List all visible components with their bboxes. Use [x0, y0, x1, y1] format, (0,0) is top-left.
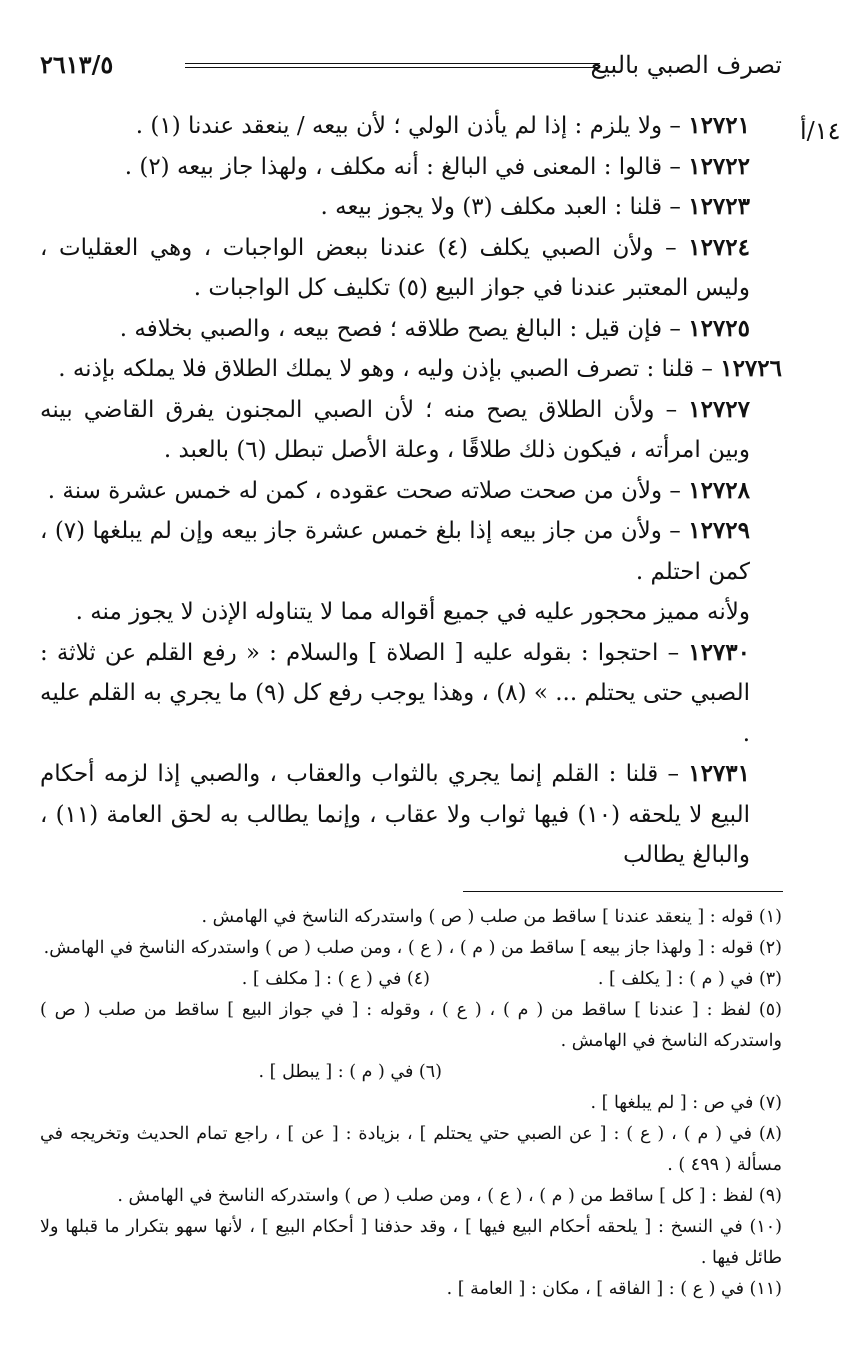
paragraph-number: ١٢٧٢٩	[688, 517, 750, 544]
footnote-11: (١١) في ( ع ) : [ الفاقه ] ، مكان : [ العامة ] .	[446, 1279, 782, 1299]
paragraph-number: ١٢٧٢٧	[688, 395, 750, 423]
footnote-5: (٥) لفظ : [ عندنا ] ساقط من ( م ) ، ( ع ) ، وقوله : [ في جواز البيع ] ساقط من صلب ( ص ) واستدركه الناسخ في الهامش .	[40, 1000, 782, 1051]
paragraph-text: – قلنا : تصرف الصبي بإذن وليه ، وهو لا يملك الطلاق فلا يملكه بإذنه .	[58, 356, 721, 382]
paragraph-12724	[40, 228, 782, 309]
paragraph-text: – ولأن من صحت صلاته صحت عقوده ، كمن له خمس عشرة سنة .	[47, 477, 689, 504]
paragraph-text: – قلنا : العبد مكلف (٣) ولا يجوز بيعه .	[320, 194, 689, 220]
paragraph-12731	[40, 754, 782, 876]
paragraph-12728	[40, 471, 782, 512]
footnote-6: (٦) في ( م ) : [ يبطل ] .	[258, 1062, 442, 1082]
paragraph-text: – قلنا : القلم إنما يجري بالثواب والعقاب ، والصبي إذا لزمه أحكام البيع لا يلحقه (١٠) فيها ثواب ولا عقاب ، وإنما يطالب به لحق العامة (١١) ، والبالغ يطالب	[40, 761, 750, 868]
paragraph-text: – ولأن من جاز بيعه إذا بلغ خمس عشرة جاز بيعه وإن لم يبلغها (٧) ، كمن احتلم .	[40, 518, 750, 585]
paragraph-number: ١٢٧٢٢	[688, 152, 750, 180]
header-rule	[185, 63, 600, 68]
paragraph-number: ١٢٧٢٥	[688, 314, 750, 342]
paragraph-number: ١٢٧٢٦	[720, 355, 782, 382]
footnote-3: (٣) في ( م ) : [ يكلف ] .	[597, 969, 782, 989]
footnote-row-3-4	[40, 964, 782, 995]
footnote-1: (١) قوله : [ ينعقد عندنا ] ساقط من صلب ( ص ) واستدركه الناسخ في الهامش .	[201, 907, 782, 927]
paragraph-12727	[40, 390, 782, 471]
paragraph-text: – فإن قيل : البالغ يصح طلاقه ؛ فصح بيعه ، والصبي بخلافه .	[119, 315, 689, 342]
paragraph-12721	[40, 106, 782, 147]
paragraph-number: ١٢٧٢٤	[688, 233, 750, 261]
page-number: ٢٦١٣/٥	[40, 50, 114, 79]
running-header	[40, 48, 782, 82]
paragraph-number: ١٢٧٣١	[688, 760, 750, 787]
paragraph-text: – ولا يلزم : إذا لم يأذن الولي ؛ لأن بيعه / ينعقد عندنا (١) .	[135, 113, 689, 139]
footnote-9: (٩) لفظ : [ كل ] ساقط من ( م ) ، ( ع ) ، ومن صلب ( ص ) واستدركه الناسخ في الهامش .	[117, 1186, 782, 1206]
margin-folio-reference: ١٤/أ	[800, 117, 841, 145]
footnotes	[40, 902, 782, 1305]
paragraph-12730	[40, 633, 782, 755]
paragraph-text: ولأنه مميز محجور عليه في جميع أقواله مما لا يتناوله الإذن لا يجوز منه .	[75, 599, 750, 625]
paragraph-number: ١٢٧٢٣	[688, 193, 750, 220]
footnote-2: (٢) قوله : [ ولهذا جاز بيعه ] ساقط من ( م ) ، ( ع ) ، ومن صلب ( ص ) واستدركه الناسخ في الهامش.	[43, 938, 782, 958]
paragraph-number: ١٢٧٢١	[688, 112, 750, 139]
paragraph-12722	[40, 147, 782, 188]
footnote-4: (٤) في ( ع ) : [ مكلف ] .	[241, 969, 430, 989]
paragraph-12725	[40, 309, 782, 350]
paragraph-text: – ولأن الطلاق يصح منه ؛ لأن الصبي المجنون يفرق القاضي بينه وبين امرأته ، فيكون ذلك طلاقًا ، وعلة الأصل تبطل (٦) بالعبد .	[40, 396, 750, 463]
main-text	[40, 106, 782, 876]
paragraph-12726	[40, 349, 782, 390]
footnote-7: (٧) في ص : [ لم يبلغها ] .	[590, 1093, 782, 1113]
paragraph-text: – ولأن الصبي يكلف (٤) عندنا ببعض الواجبات ، وهي العقليات ، وليس المعتبر عندنا في جواز البيع (٥) تكليف كل الواجبات .	[40, 234, 750, 301]
footnote-separator	[463, 891, 783, 892]
paragraph-12723	[40, 187, 782, 228]
paragraph-12729	[40, 511, 782, 592]
footnote-8: (٨) في ( م ) ، ( ع ) : [ عن الصبي حتي يحتلم ] ، بزيادة : [ عن ] ، راجع تمام الحديث وتخريجه في مسألة ( ٤٩٩ ) .	[40, 1124, 782, 1175]
paragraph-number: ١٢٧٢٨	[688, 476, 750, 504]
footnote-10: (١٠) في النسخ : [ يلحقه أحكام البيع فيها ] ، وقد حذفنا [ أحكام البيع ] ، لأنها سهو بتكرار ما قبلها ولا طائل فيها .	[40, 1217, 782, 1268]
paragraph-continuation	[40, 592, 782, 633]
running-title: تصرف الصبي بالبيع	[590, 51, 782, 79]
paragraph-text: – احتجوا : بقوله عليه [ الصلاة ] والسلام : « رفع القلم عن ثلاثة : الصبي حتى يحتلم ... » (٨) ، وهذا يوجب رفع كل (٩) ما يجري به القلم عليه .	[40, 639, 751, 747]
paragraph-text: – قالوا : المعنى في البالغ : أنه مكلف ، ولهذا جاز بيعه (٢) .	[124, 153, 689, 180]
paragraph-number: ١٢٧٣٠	[688, 638, 750, 666]
